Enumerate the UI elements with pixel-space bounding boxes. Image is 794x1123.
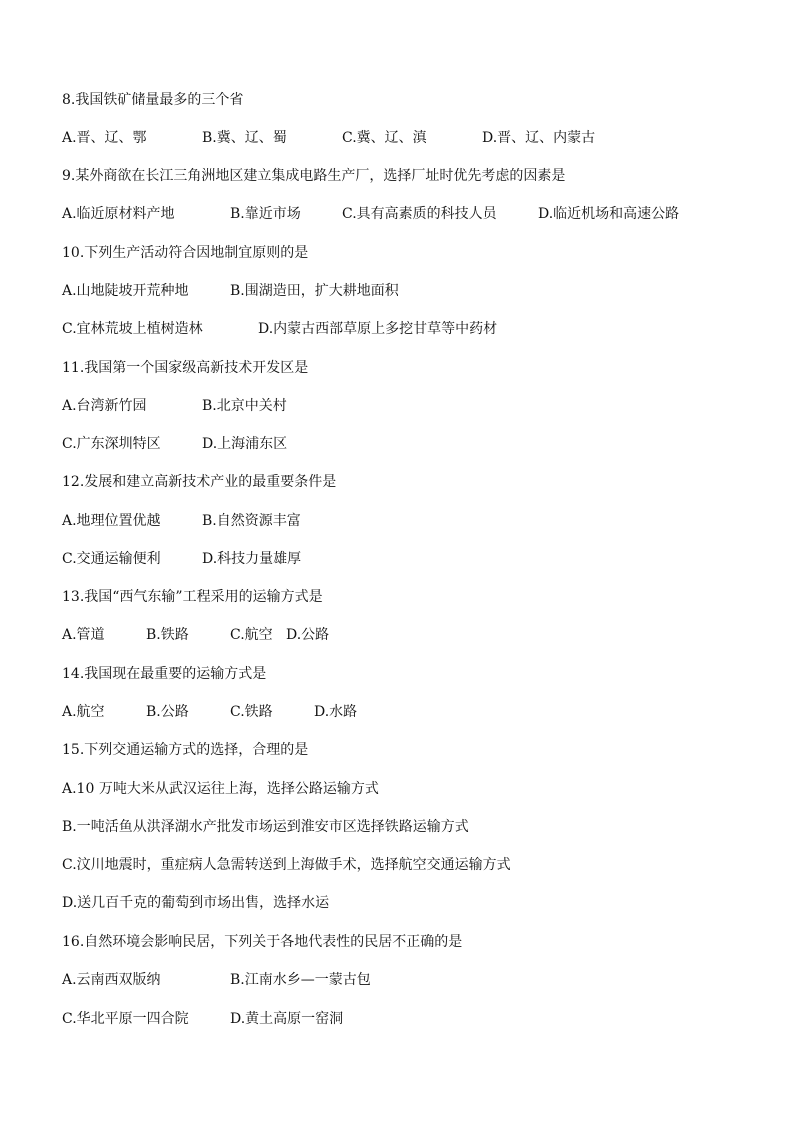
question-14-options: [62, 701, 762, 723]
question-10-options-row-1: [62, 280, 762, 302]
question-11-option-d: D.上海浦东区: [202, 436, 288, 452]
question-15-option-c: C.汶川地震时，重症病人急需转送到上海做手术，选择航空交通运输方式: [62, 857, 511, 873]
question-15-stem: 15.下列交通运输方式的选择，合理的是: [62, 742, 309, 758]
question-12-stem: 12.发展和建立高新技术产业的最重要条件是: [62, 474, 337, 490]
question-11-option-a: A.台湾新竹园: [62, 398, 147, 414]
question-11-stem: 11.我国第一个国家级高新技术开发区是: [62, 360, 309, 376]
question-9-option-a: A.临近原材料产地: [62, 206, 175, 222]
question-15-option-b: B.一吨活鱼从洪泽湖水产批发市场运到淮安市区选择铁路运输方式: [62, 819, 469, 835]
question-14-option-d: D.水路: [314, 704, 358, 720]
question-11-option-c: C.广东深圳特区: [62, 436, 161, 452]
question-13-option-c: C.航空: [230, 627, 273, 643]
question-12-options-row-1: [62, 510, 762, 532]
question-10-stem: 10.下列生产活动符合因地制宜原则的是: [62, 245, 309, 261]
question-16-stem: 16.自然环境会影响民居，下列关于各地代表性的民居不正确的是: [62, 934, 463, 950]
question-8-option-b: B.冀、辽、蜀: [202, 130, 287, 146]
question-12-option-c: C.交通运输便利: [62, 551, 161, 567]
question-13-option-d: D.公路: [286, 627, 330, 643]
question-15-option-d: D.送几百千克的葡萄到市场出售，选择水运: [62, 895, 330, 911]
question-16-options-row-1: [62, 969, 762, 991]
question-13-stem: 13.我国“西气东输”工程采用的运输方式是: [62, 589, 323, 605]
question-16-options-row-2: [62, 1008, 762, 1030]
question-11-option-b: B.北京中关村: [202, 398, 287, 414]
question-13-options: [62, 624, 762, 646]
question-8-stem: 8.我国铁矿储量最多的三个省: [62, 92, 244, 108]
question-16-option-a: A.云南西双版纳: [62, 972, 161, 988]
question-9-option-b: B.靠近市场: [230, 206, 301, 222]
question-11-options-row-2: [62, 433, 762, 455]
question-8-option-d: D.晋、辽、内蒙古: [482, 130, 596, 146]
question-14-option-a: A.航空: [62, 704, 105, 720]
question-10-options-row-2: [62, 318, 762, 340]
question-9-option-d: D.临近机场和高速公路: [538, 206, 680, 222]
question-12-option-d: D.科技力量雄厚: [202, 551, 302, 567]
question-10-option-d: D.内蒙古西部草原上多挖甘草等中药材: [258, 321, 498, 337]
question-10-option-a: A.山地陡坡开荒种地: [62, 283, 189, 299]
question-9-option-c: C.具有高素质的科技人员: [342, 206, 497, 222]
question-14-option-c: C.铁路: [230, 704, 273, 720]
question-9-options: [62, 203, 762, 225]
question-14-option-b: B.公路: [146, 704, 189, 720]
question-16-option-b: B.江南水乡—一蒙古包: [230, 972, 371, 988]
question-16-option-d: D.黄土高原一窑洞: [230, 1011, 344, 1027]
question-9-stem: 9.某外商欲在长江三角洲地区建立集成电路生产厂，选择厂址时优先考虑的因素是: [62, 168, 566, 184]
question-14-stem: 14.我国现在最重要的运输方式是: [62, 666, 267, 682]
question-15-option-a: A.10 万吨大米从武汉运往上海，选择公路运输方式: [62, 781, 379, 797]
question-8-option-a: A.晋、辽、鄂: [62, 130, 147, 146]
question-13-option-a: A.管道: [62, 627, 105, 643]
question-10-option-b: B.围湖造田，扩大耕地面积: [230, 283, 399, 299]
question-8-options: [62, 127, 762, 149]
question-13-option-b: B.铁路: [146, 627, 189, 643]
question-10-option-c: C.宜林荒坡上植树造林: [62, 321, 203, 337]
question-12-options-row-2: [62, 548, 762, 570]
question-11-options-row-1: [62, 395, 762, 417]
question-8-option-c: C.冀、辽、滇: [342, 130, 427, 146]
question-16-option-c: C.华北平原一四合院: [62, 1011, 189, 1027]
question-12-option-b: B.自然资源丰富: [202, 513, 301, 529]
question-12-option-a: A.地理位置优越: [62, 513, 161, 529]
